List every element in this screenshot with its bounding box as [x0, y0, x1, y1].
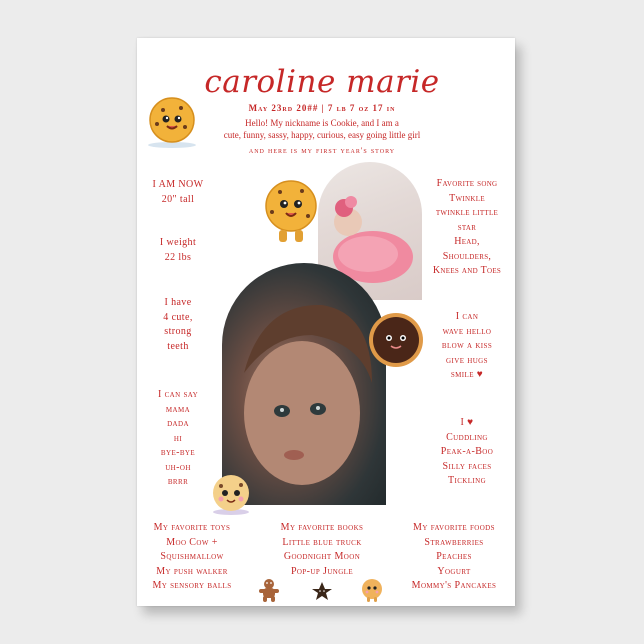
chocolate-cookie-icon — [364, 311, 428, 369]
favorite-books-block: My favorite books Little blue truck Goodnight Moon Pop-up Jungle — [280, 522, 364, 577]
favorite-foods-block: My favorite foods Strawberries Peaches Yogurt Mommy's Pancakes — [411, 522, 497, 591]
intro-line-2: cute, funny, sassy, happy, curious, easy going little girl — [223, 130, 421, 140]
baby-photo-large — [222, 263, 386, 505]
birth-info: May 23rd 20## | 7 lb 7 oz 17 in — [248, 103, 396, 113]
words-block: I can say mama dada hi bye-bye uh-oh brrr — [157, 389, 199, 487]
cookie-character-icon — [359, 577, 385, 603]
cookie-character-icon — [262, 178, 320, 248]
intro-line-1: Hello! My nickname is Cookie, and I am a — [245, 118, 399, 128]
cookie-character-icon — [143, 92, 201, 150]
baby-name-title: caroline marie — [204, 64, 440, 100]
height-block: I AM NOW 20" tall — [152, 179, 204, 205]
teeth-block: I have 4 cute, strong teeth — [163, 297, 193, 352]
favorite-song-block: Favorite song Twinkle twinkle little star Head, Shoulders, Knees and Toes — [432, 178, 502, 276]
heart-icon: ♥ — [467, 417, 474, 428]
story-line: and here is my first year's story — [248, 145, 396, 155]
skills-block: I can wave hello blow a kiss give hugs smile ♥ — [441, 311, 493, 380]
star-cookie-icon — [311, 581, 333, 601]
heart-icon: ♥ — [476, 369, 484, 380]
weight-block: I weight 22 lbs — [159, 237, 197, 263]
loves-block: I ♥ Cuddling Peak-a-Boo Silly faces Tickling — [440, 417, 494, 486]
gingerbread-icon — [258, 578, 280, 602]
favorite-toys-block: My favorite toys Moo Cow + Squishmallow My push walker My sensory balls — [152, 522, 232, 591]
